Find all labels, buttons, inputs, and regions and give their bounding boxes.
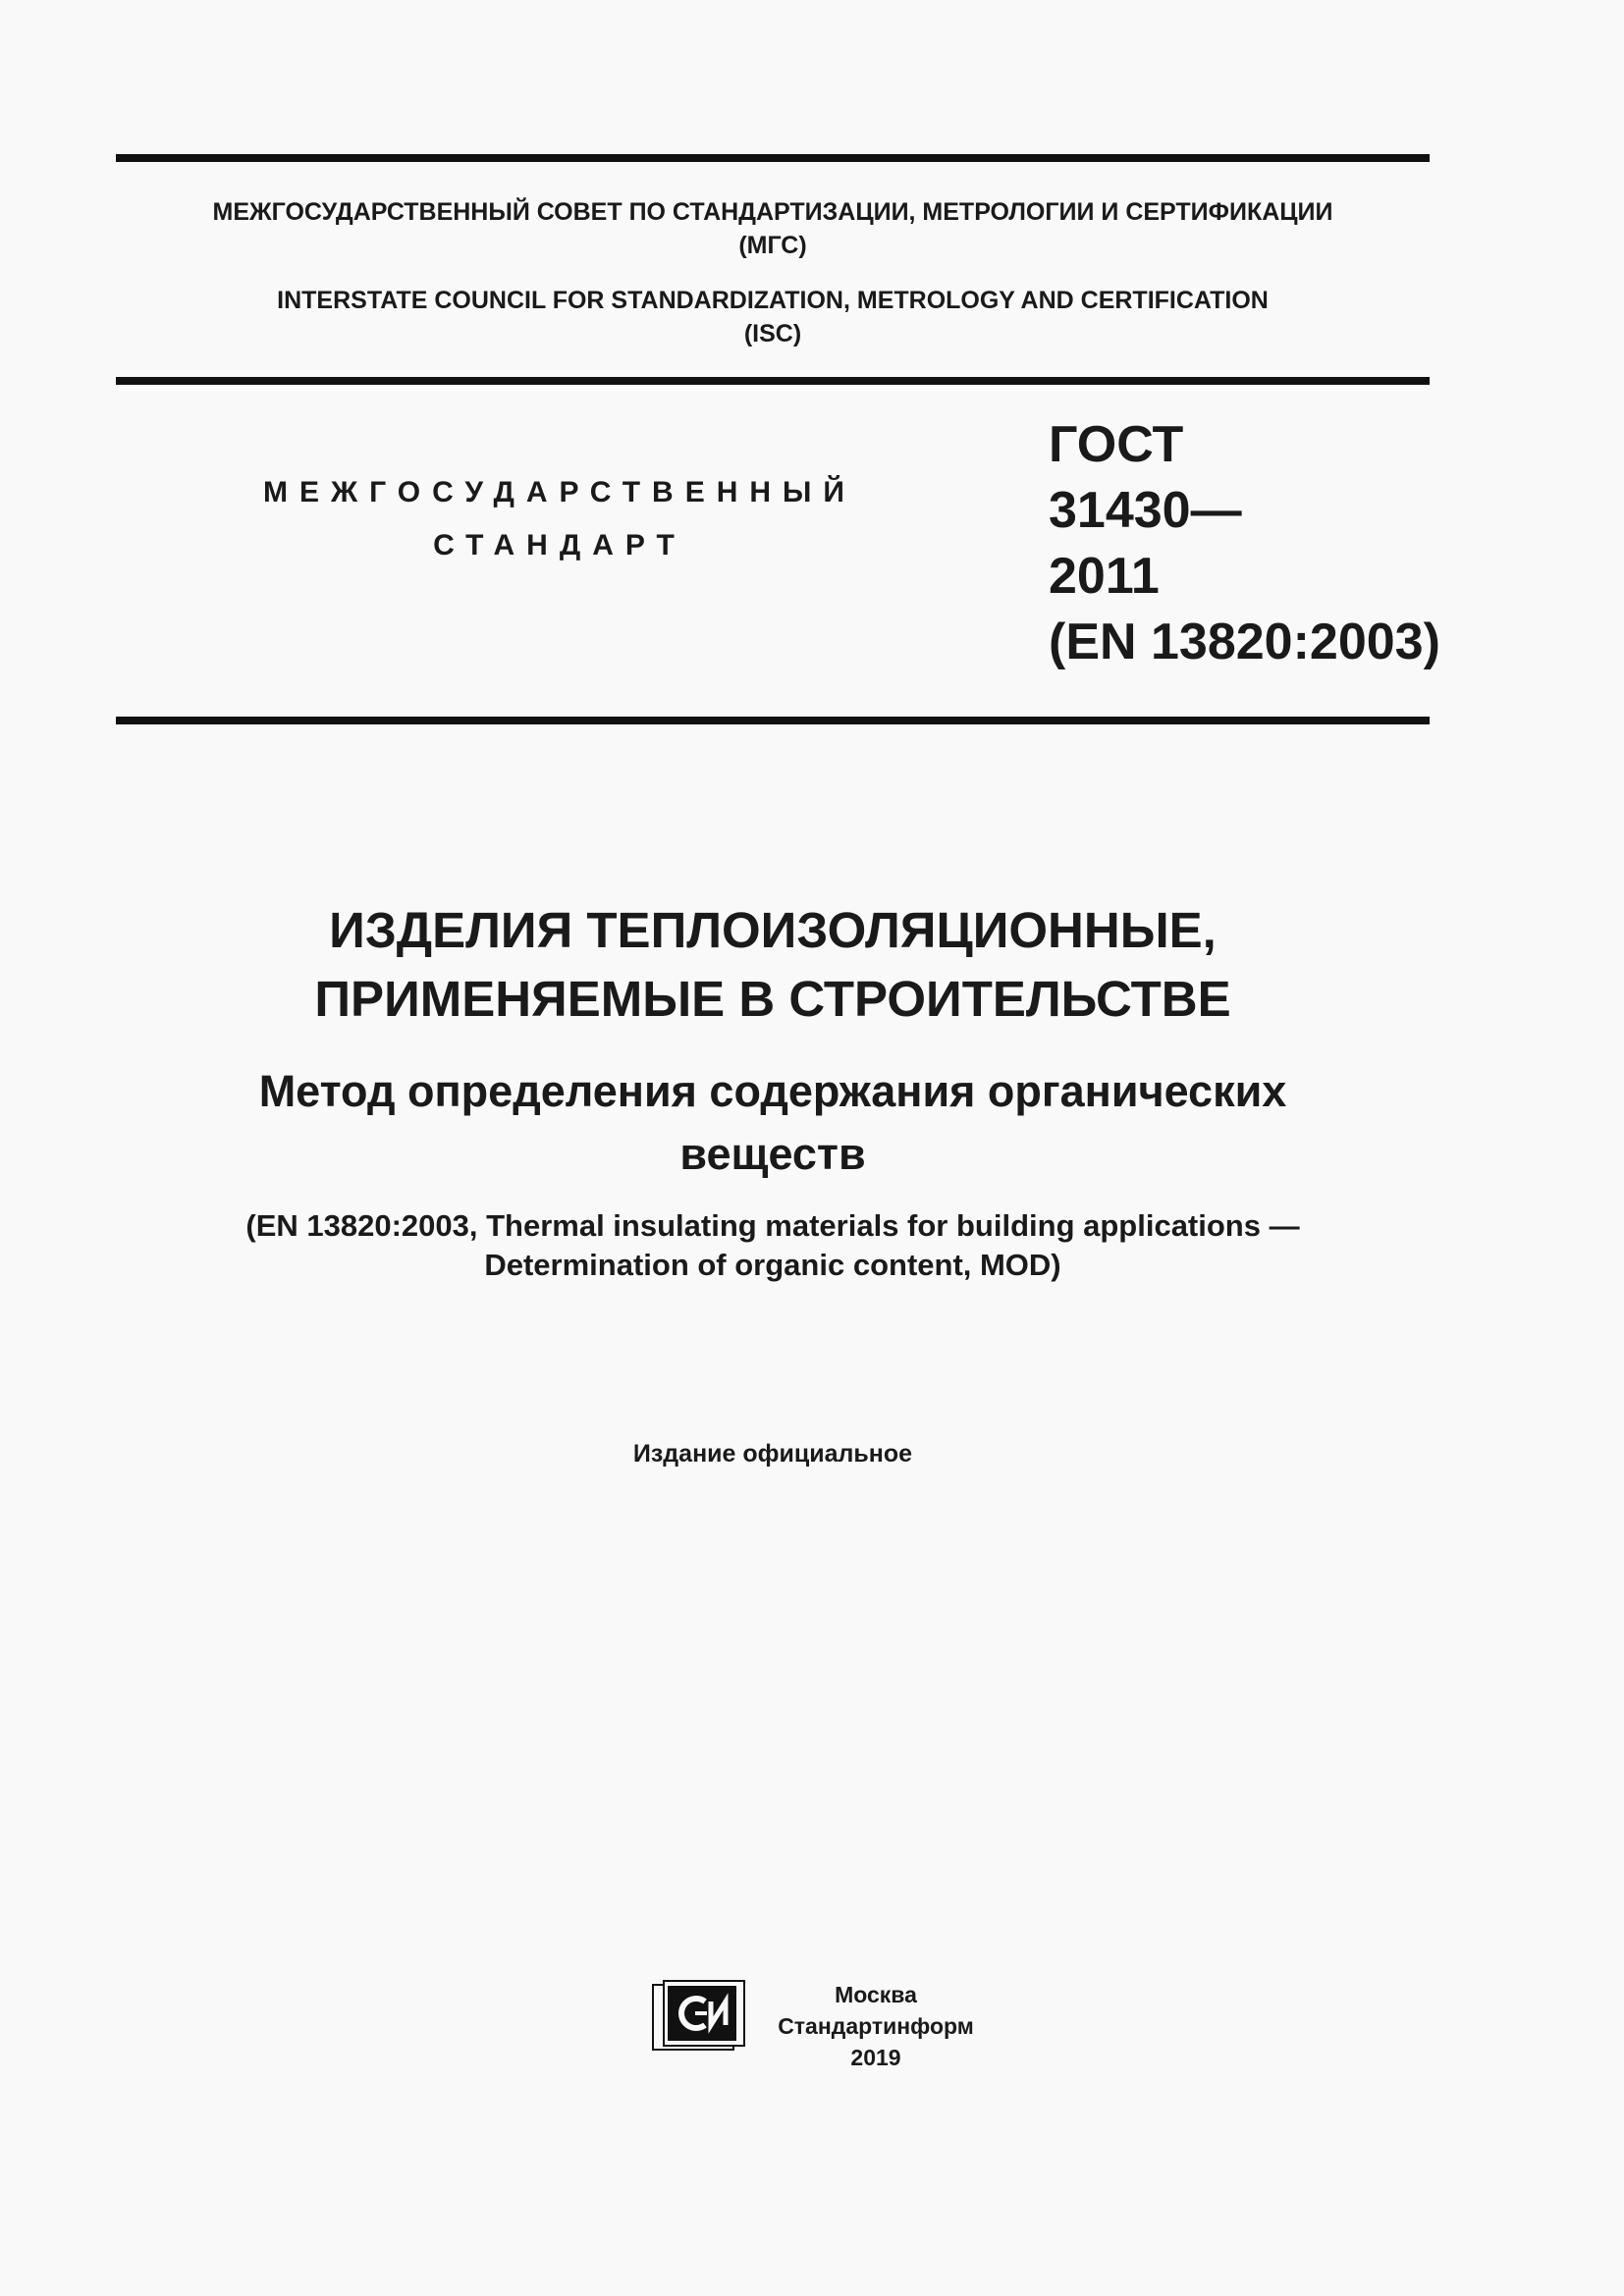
council-en-abbr: (ISC) <box>743 320 802 347</box>
english-title-line2: Determination of organic content, MOD) <box>484 1248 1061 1282</box>
gost-equivalent: (EN 13820:2003) <box>1049 614 1440 670</box>
publisher-imprint <box>756 1979 996 2073</box>
title-line2: ПРИМЕНЯЕМЫЕ В СТРОИТЕЛЬСТВЕ <box>314 971 1231 1027</box>
standard-type-line1: МЕЖГОСУДАРСТВЕННЫЙ <box>263 476 856 508</box>
council-ru-name: МЕЖГОСУДАРСТВЕННЫЙ СОВЕТ ПО СТАНДАРТИЗАЦИИ, МЕТРОЛОГИИ И СЕРТИФИКАЦИИ <box>212 198 1333 226</box>
standard-type <box>226 466 893 572</box>
publisher-name: Стандартинформ <box>778 2013 974 2039</box>
document-title <box>116 896 1430 1034</box>
document-subtitle <box>116 1060 1430 1186</box>
subtitle-line2: веществ <box>679 1129 866 1179</box>
standartinform-logo-icon <box>652 1980 746 2053</box>
top-rule <box>116 154 1430 162</box>
gost-number: 31430— <box>1049 482 1242 539</box>
gost-prefix: ГОСТ <box>1049 416 1184 473</box>
gost-year: 2011 <box>1049 548 1160 605</box>
english-title-line1: (EN 13820:2003, Thermal insulating materials for building applications — <box>245 1208 1300 1243</box>
bottom-rule <box>116 717 1430 724</box>
publisher-year: 2019 <box>850 2045 901 2070</box>
gost-designation <box>1049 412 1440 675</box>
council-ru-block <box>116 195 1430 262</box>
council-ru-abbr: (МГС) <box>738 232 807 259</box>
publisher-city: Москва <box>835 1982 917 2007</box>
subtitle-line1: Метод определения содержания органических <box>258 1066 1287 1116</box>
english-title <box>116 1206 1430 1285</box>
title-line1: ИЗДЕЛИЯ ТЕПЛОИЗОЛЯЦИОННЫЕ, <box>329 902 1217 958</box>
edition-label: Издание официальное <box>632 1440 913 1468</box>
council-en-name: INTERSTATE COUNCIL FOR STANDARDIZATION, METROLOGY AND CERTIFICATION <box>277 287 1269 314</box>
standard-type-line2: СТАНДАРТ <box>433 529 686 561</box>
middle-rule <box>116 377 1430 385</box>
council-en-block <box>116 284 1430 350</box>
